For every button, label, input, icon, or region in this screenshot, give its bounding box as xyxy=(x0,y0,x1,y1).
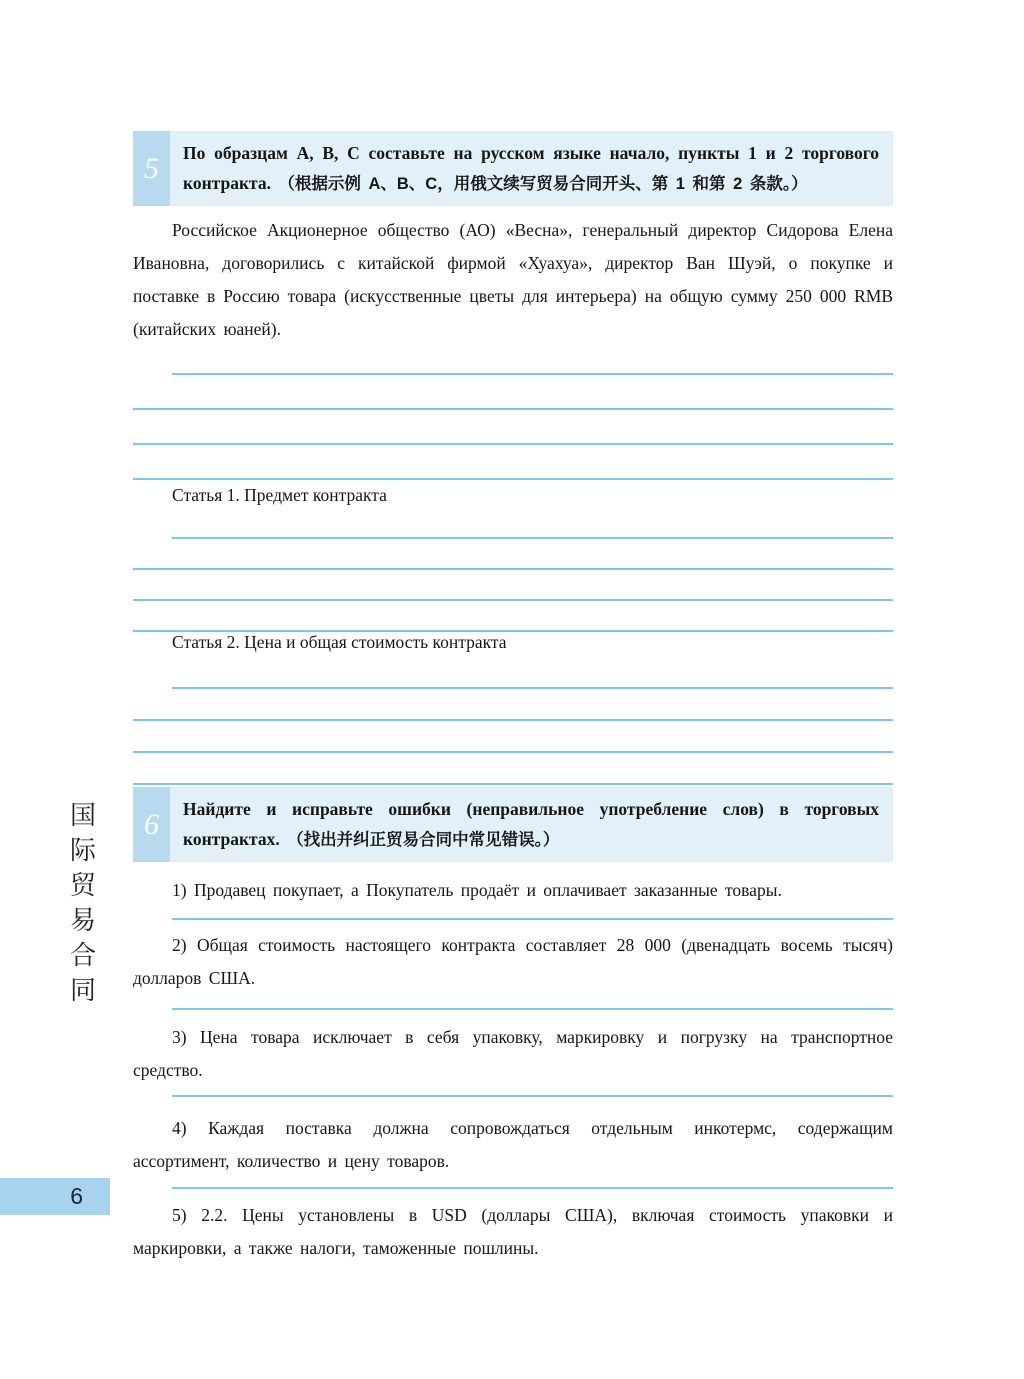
exercise-6-item-5: 5) 2.2. Цены установлены в USD (доллары США), включая стоимость упаковки и маркировки, а также налоги, таможенные пошлины. xyxy=(133,1205,893,1258)
chapter-title-char: 易 xyxy=(69,905,96,935)
page-number: 6 xyxy=(0,1178,110,1215)
exercise-5-number-badge: 5 xyxy=(133,131,170,206)
exercise-6-item-4: 4) Каждая поставка должна сопровождаться отдельным инкотермс, содержащим ассортимент, количество и цену товаров. xyxy=(133,1118,893,1171)
exercise-5-intro-paragraph: Российское Акционерное общество (АО) «Весна», генеральный директор Сидорова Елена Ивановна, договорились с китайской фирмой «Хуахуа», директор Ван Шуэй, о покупке и поставке в Россию товара (искусственные цветы для интерьера) на общую сумму 250 000 RMB (китайских юаней). xyxy=(133,220,893,339)
writing-line xyxy=(133,539,893,570)
exercise-6-title-russian: Найдите и исправьте ошибки (неправильное употребление слов) в торговых контрактах. xyxy=(183,799,879,849)
writing-lines-group-1 xyxy=(133,340,893,480)
writing-line xyxy=(172,1095,893,1097)
writing-line xyxy=(172,1187,893,1189)
chapter-title-vertical xyxy=(66,798,100,1008)
writing-line xyxy=(133,445,893,480)
chapter-title-char: 国 xyxy=(69,800,96,830)
writing-lines-group-3 xyxy=(133,657,893,785)
chapter-title-char: 合 xyxy=(69,940,96,970)
exercise-6-item-3: 3) Цена товара исключает в себя упаковку, маркировку и погрузку на транспортное средство. xyxy=(133,1027,893,1080)
exercise-5-title-russian: По образцам А, В, С составьте на русском языке начало, пункты 1 и 2 торгового контракта. xyxy=(183,143,879,193)
article-2-heading: Статья 2. Цена и общая стоимость контракта xyxy=(172,632,507,652)
exercise-6-title xyxy=(183,794,879,855)
writing-line xyxy=(172,657,893,689)
exercise-5-title-chinese: （根据示例 А、В、С，用俄文续写贸易合同开头、第 1 和第 2 条款。） xyxy=(278,175,808,193)
writing-line xyxy=(133,410,893,445)
article-1-heading: Статья 1. Предмет контракта xyxy=(172,485,387,505)
writing-line xyxy=(172,918,893,920)
chapter-title-char: 贸 xyxy=(69,870,96,900)
chapter-title-char: 际 xyxy=(69,835,96,865)
writing-line xyxy=(133,570,893,601)
writing-line xyxy=(172,508,893,539)
exercise-6-title-box xyxy=(170,787,893,862)
writing-line xyxy=(133,753,893,785)
writing-line xyxy=(172,1008,893,1010)
writing-lines-group-2 xyxy=(133,508,893,632)
exercise-5-title-box xyxy=(170,131,893,206)
exercise-5-header xyxy=(133,131,893,206)
exercise-6-title-chinese: （找出并纠正贸易合同中常见错误。） xyxy=(287,831,560,849)
chapter-title-char: 同 xyxy=(69,975,96,1005)
writing-line xyxy=(133,375,893,410)
writing-line xyxy=(133,689,893,721)
writing-line xyxy=(133,721,893,753)
exercise-5-title xyxy=(183,138,879,199)
writing-line xyxy=(133,601,893,632)
exercise-6-item-1: 1) Продавец покупает, а Покупатель продаёт и оплачивает заказанные товары. xyxy=(172,880,782,900)
exercise-6-header xyxy=(133,787,893,862)
exercise-6-number-badge: 6 xyxy=(133,787,170,862)
exercise-6-item-2: 2) Общая стоимость настоящего контракта составляет 28 000 (двенадцать восемь тысяч) долларов США. xyxy=(133,935,893,988)
writing-line xyxy=(172,340,893,375)
